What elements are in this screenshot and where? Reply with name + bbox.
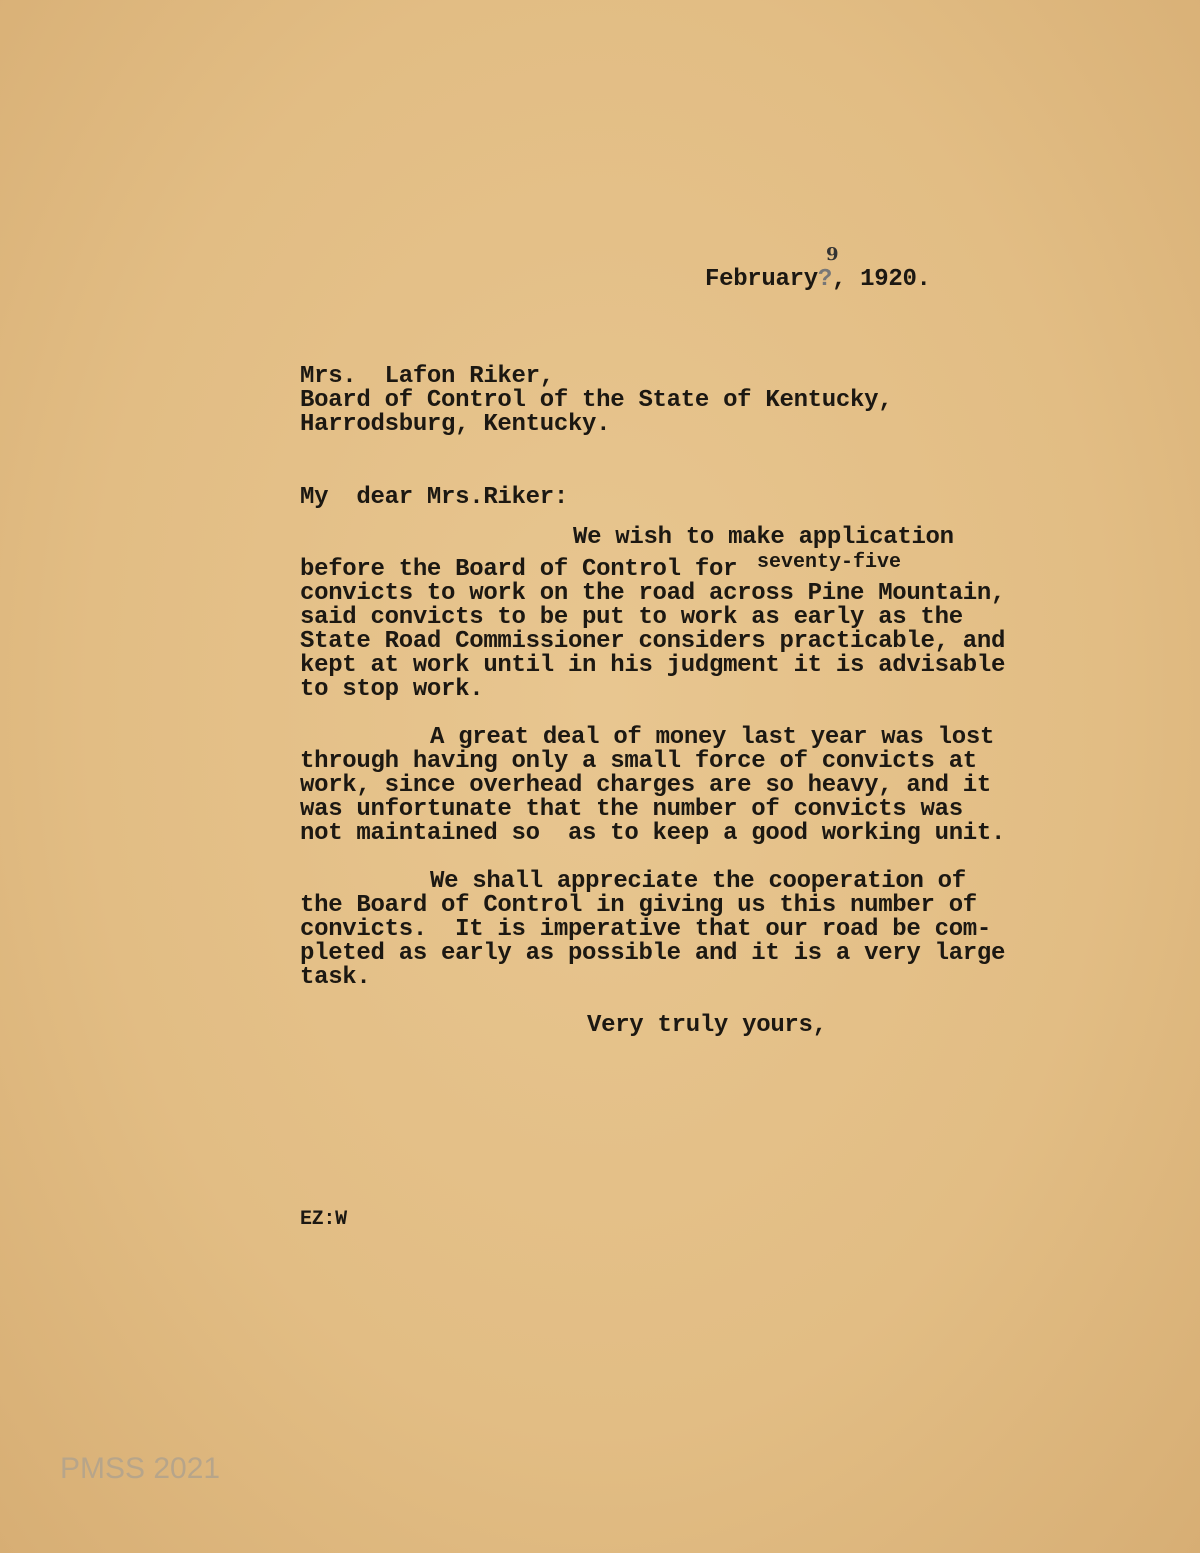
body-line: said convicts to be put to work as early as the	[300, 604, 963, 631]
body-line: convicts. It is imperative that our road be com-	[300, 916, 992, 943]
closing: Very truly yours,	[587, 1012, 827, 1039]
watermark: PMSS 2021	[60, 1452, 221, 1485]
body-line: State Road Commissioner considers practicable, and	[300, 628, 1006, 655]
date-typed-day: ?	[817, 266, 832, 293]
body-line: task.	[300, 964, 371, 991]
body-line: through having only a small force of convicts at	[300, 748, 977, 775]
body-line: to stop work.	[300, 676, 484, 703]
typed-insertion: seventy-five	[757, 551, 902, 574]
address-line: Harrodsburg, Kentucky.	[300, 411, 611, 438]
date-year: , 1920.	[831, 266, 931, 293]
body-line: We shall appreciate the cooperation of	[430, 868, 966, 895]
body-line: the Board of Control in giving us this number of	[300, 892, 977, 919]
body-line: before the Board of Control for	[300, 556, 738, 583]
body-line: convicts to work on the road across Pine Mountain,	[300, 580, 1006, 607]
date-month: February	[705, 266, 818, 293]
body-line: work, since overhead charges are so heavy, and it	[300, 772, 992, 799]
body-line: not maintained so as to keep a good working unit.	[300, 820, 1006, 847]
typist-initials: EZ:W	[300, 1208, 347, 1231]
letter-date	[705, 268, 931, 292]
body-line: We wish to make application	[573, 524, 954, 551]
body-line: was unfortunate that the number of convicts was	[300, 796, 963, 823]
handwritten-day: 9	[826, 244, 839, 265]
address-line: Board of Control of the State of Kentucky,	[300, 387, 893, 414]
page-edge	[0, 1553, 1200, 1561]
body-line: A great deal of money last year was lost	[430, 724, 995, 751]
address-line: Mrs. Lafon Riker,	[300, 363, 554, 390]
body-line: pleted as early as possible and it is a very large	[300, 940, 1006, 967]
salutation: My dear Mrs.Riker:	[300, 484, 568, 511]
body-line: kept at work until in his judgment it is advisable	[300, 652, 1006, 679]
